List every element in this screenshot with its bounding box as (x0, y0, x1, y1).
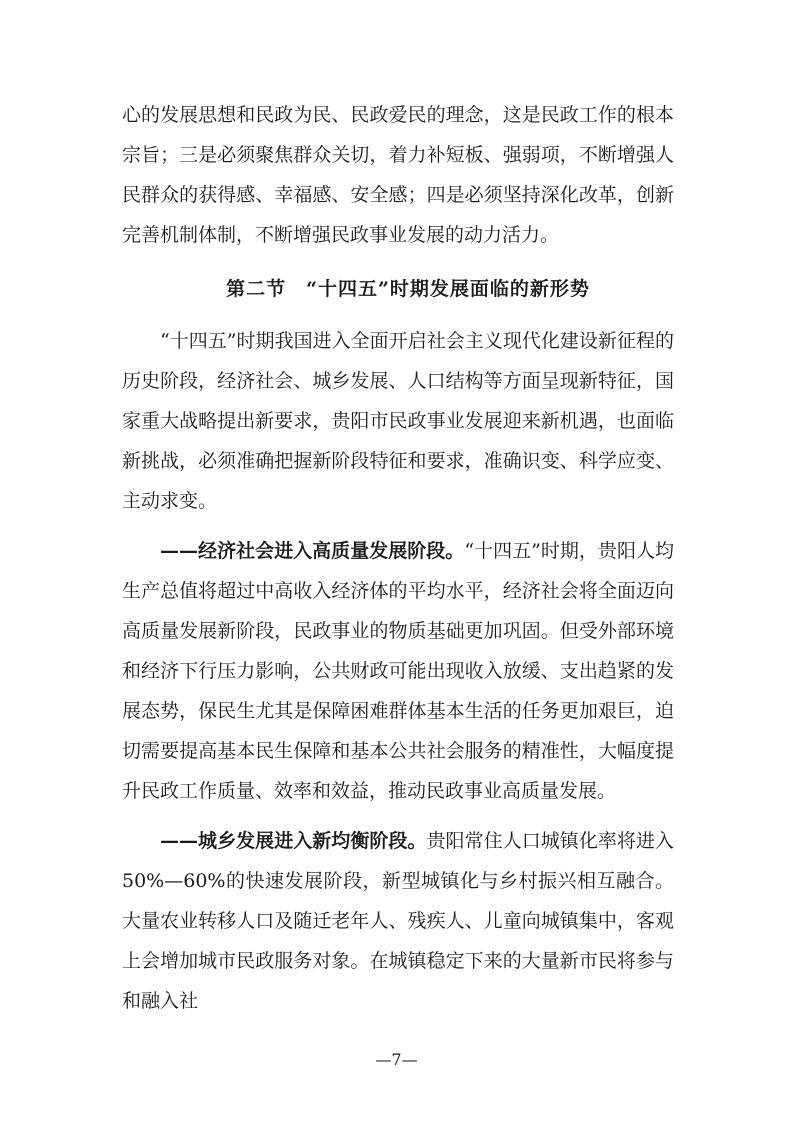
paragraph-urban-rural (122, 821, 674, 1021)
paragraph-economy (122, 531, 674, 811)
paragraph-economy-body: “十四五”时期，贵阳人均生产总值将超过中高收入经济体的平均水平，经济社会将全面迈向高质量发展新阶段，民政事业的物质基础更加巩固。但受外部环境和经济下行压力影响，公共财政可能出现收入放缓、支出趋紧的发展态势，保民生尤其是保障困难群体基本生活的任务更加艰巨，迫切需要提高基本民生保障和基本公共社会服务的精准性，大幅度提升民政工作质量、效率和效益，推动民政事业高质量发展。 (122, 540, 674, 802)
page-number: —7— (375, 1050, 418, 1069)
paragraph-intro: “十四五”时期我国进入全面开启社会主义现代化建设新征程的历史阶段，经济社会、城乡发展、人口结构等方面呈现新特征，国家重大战略提出新要求，贵阳市民政事业发展迎来新机遇，也面临新挑战，必须准确把握新阶段特征和要求，准确识变、科学应变、主动求变。 (122, 330, 674, 512)
section-heading: 第二节 “十四五”时期发展面临的新形势 (226, 278, 590, 300)
paragraph-urban-rural-lead: ——城乡发展进入新均衡阶段。 (160, 830, 427, 852)
paragraph-economy-lead: ——经济社会进入高质量发展阶段。 (160, 540, 465, 562)
document-page (122, 95, 674, 1021)
paragraph-continuation: 心的发展思想和民政为民、民政爱民的理念，这是民政工作的根本宗旨；三是必须聚焦群众关切，着力补短板、强弱项，不断增强人民群众的获得感、幸福感、安全感；四是必须坚持深化改革，创新完善机制体制，不断增强民政事业发展的动力活力。 (122, 104, 674, 246)
paragraph-urban-rural-body: 贵阳常住人口城镇化率将进入50%—60%的快速发展阶段，新型城镇化与乡村振兴相互融合。大量农业转移人口及随迁老年人、残疾人、儿童向城镇集中，客观上会增加城市民政服务对象。在城镇稳定下来的大量新市民将参与和融入社 (122, 830, 674, 1012)
